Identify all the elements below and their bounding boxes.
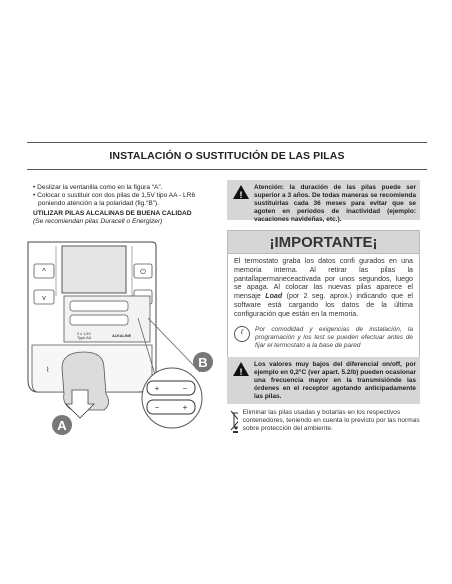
- battery-spec-2: Type AA: [77, 336, 92, 340]
- svg-text:!: !: [239, 367, 243, 377]
- battery-1-minus: −: [182, 384, 188, 393]
- instruction-step-2: • Colocar o sustituir con dos pilas de 1,5V tipo AA - LR6: [33, 192, 196, 200]
- battery-life-warning-text: Atención: la duración de las pilas puede ser superior a 3 años. De todas maneras se recomienda sustituirlas cada 36 meses para evitar que se agoten en periodos de inactividad (ejemplo: vacaciones navideñas, etc.).: [254, 184, 416, 223]
- battery-subheading: (Se recomiendan pilas Duracell o Energizer): [33, 218, 163, 226]
- recycling-notice: [230, 409, 425, 434]
- warning-icon: [232, 184, 250, 200]
- power-icon: ⏻: [140, 269, 146, 276]
- label-a: A: [57, 418, 67, 433]
- important-box: [227, 230, 420, 378]
- up-button-label: ^: [42, 267, 46, 276]
- battery-2-plus: +: [182, 403, 188, 412]
- crossed-bin-icon: [230, 409, 238, 433]
- thermostat-display: [62, 246, 126, 293]
- battery-1-plus: +: [154, 384, 160, 393]
- battery-2-minus: −: [154, 403, 160, 412]
- differential-warning: [227, 357, 420, 404]
- instruction-step-1: • Deslizar la ventanilla como en la figura “A”.: [33, 184, 163, 191]
- battery-life-warning: [227, 180, 420, 223]
- section-title-text: INSTALACIÓN O SUSTITUCIÓN DE LAS PILAS: [109, 150, 345, 162]
- recycling-text: Eliminar las pilas usadas y botarlas en los respectivos contenedores, teniendo en cuenta lo previsto por las normas sobre protección del ambiente.: [242, 409, 420, 433]
- battery-spec-3: ALKALINE: [112, 334, 132, 338]
- battery-slot-1: [70, 301, 128, 311]
- label-b: B: [198, 355, 208, 370]
- important-text-b: (por 2 seg. aprox.) indicando que el software está cargando los datos de la última configuración que están en la memoria.: [234, 292, 413, 318]
- info-icon: ℓ: [234, 326, 250, 342]
- important-text-a: El termostato graba los datos confi gurados en una memoria interna. Al retirar las pilas la pantallapermaneceactivada por unos segundos, luego se apaga. Al colocar las nuevas pilas aparece el mensaje: [234, 257, 413, 301]
- battery-spec-1: 2 x 1,5V: [77, 332, 91, 336]
- instruction-step-2-cont: poniendo atención a la polaridad (fig.“B”).: [38, 200, 159, 208]
- install-note: [234, 326, 413, 350]
- wireless-icon: ⌇: [46, 367, 50, 374]
- important-header: ¡IMPORTANTE¡: [228, 231, 419, 254]
- differential-warning-text: Los valores muy bajos del diferencial on/off, por ejemplo en 0,2°C (ver apart. 5.2/b) pueden ocasionar una frecuencia mayor en la transmisiónde las órdenes en el receptor agotando anticipadamente las pilas.: [254, 361, 416, 400]
- svg-text:!: !: [239, 190, 243, 200]
- install-note-text: Por comodidad y exigencias de instalación, la programación y los test se pueden efectuar antes de fijar el termostato a la base de pared: [255, 325, 413, 349]
- battery-heading: UTILIZAR PILAS ALCALINAS DE BUENA CALIDAD: [33, 210, 192, 218]
- battery-slot-2: [70, 315, 128, 325]
- down-button-label: v: [42, 295, 46, 302]
- important-body: [228, 254, 419, 350]
- load-message: Load: [265, 292, 283, 301]
- warning-icon: [232, 361, 250, 377]
- battery-magnifier: [142, 368, 202, 428]
